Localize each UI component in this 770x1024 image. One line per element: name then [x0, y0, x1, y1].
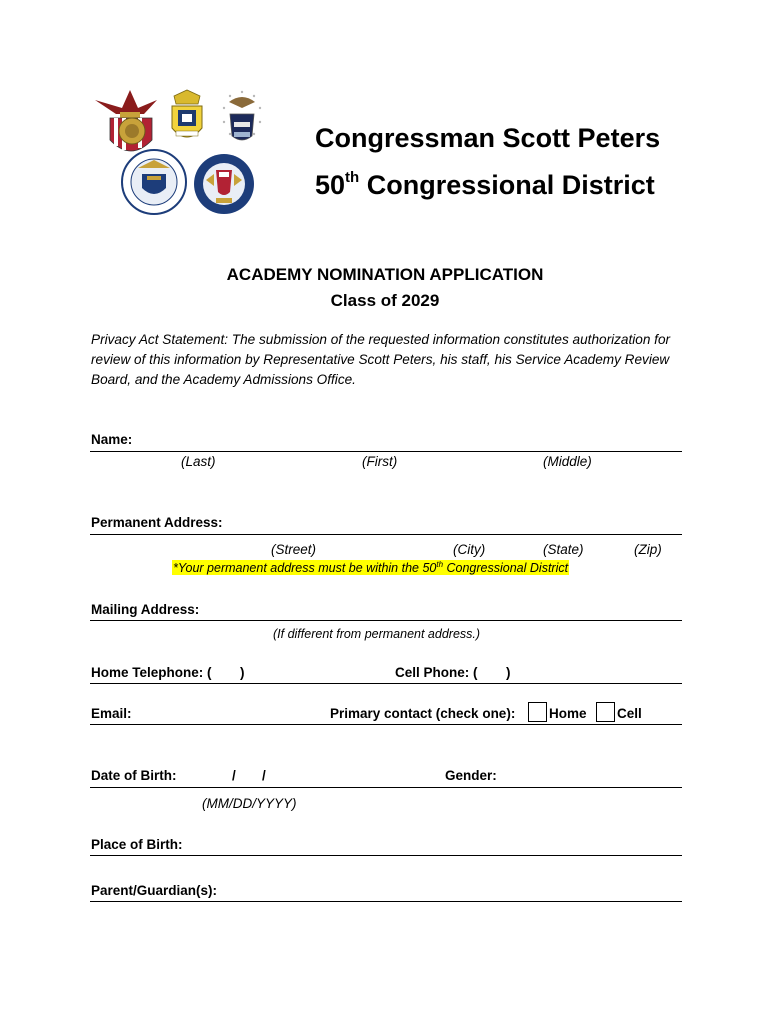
- place-of-birth-field[interactable]: [90, 855, 682, 856]
- name-field[interactable]: [90, 451, 682, 452]
- name-middle-hint: (Middle): [543, 454, 592, 469]
- parent-guardian-label: Parent/Guardian(s):: [91, 883, 218, 898]
- name-label: Name:: [91, 432, 133, 447]
- state-hint: (State): [543, 542, 584, 557]
- mailing-address-hint: (If different from permanent address.): [273, 627, 481, 641]
- district-number-suffix: th: [345, 169, 360, 186]
- email-field[interactable]: [90, 724, 682, 725]
- primary-contact-cell-label: Cell: [617, 706, 642, 721]
- city-hint: (City): [453, 542, 486, 557]
- home-telephone-close: ): [240, 665, 245, 680]
- class-year: Class of 2029: [330, 291, 440, 310]
- home-telephone-label: Home Telephone: (: [91, 665, 212, 680]
- header-line-2: [315, 158, 660, 205]
- primary-contact-label: Primary contact (check one):: [330, 706, 516, 721]
- street-hint: (Street): [271, 542, 317, 557]
- zip-hint: (Zip): [634, 542, 662, 557]
- district-residency-note: [172, 560, 569, 575]
- dob-separator-2: /: [262, 768, 266, 783]
- primary-contact-cell-checkbox[interactable]: [596, 702, 615, 722]
- name-last-hint: (Last): [181, 454, 216, 469]
- note-prefix: *Your permanent address must be within the 50: [173, 561, 437, 576]
- email-label: Email:: [91, 706, 132, 721]
- application-title: ACADEMY NOMINATION APPLICATION: [226, 265, 544, 284]
- parent-guardian-field[interactable]: [90, 901, 682, 902]
- cell-phone-label: Cell Phone: (: [395, 665, 478, 680]
- name-first-hint: (First): [362, 454, 398, 469]
- telephone-field[interactable]: [90, 683, 682, 684]
- date-of-birth-label: Date of Birth:: [91, 768, 177, 783]
- academy-logos: [92, 88, 292, 218]
- header-line-2-text: Congressional District: [359, 170, 655, 200]
- dob-separator-1: /: [232, 768, 236, 783]
- header-line-1: Congressman Scott Peters: [315, 123, 661, 153]
- coast-guard-academy-seal-icon: [122, 150, 186, 214]
- permanent-address-label: Permanent Address:: [91, 515, 223, 530]
- primary-contact-home-checkbox[interactable]: [528, 702, 547, 722]
- privacy-act-statement: Privacy Act Statement: The submission of the requested information constitutes authorization for review of this information by Representative Scott Peters, his staff, his Service Academy Review Board, and the Academy Admissions Office.: [91, 332, 671, 387]
- permanent-address-field[interactable]: [90, 534, 682, 535]
- cell-phone-close: ): [506, 665, 511, 680]
- district-number: 50: [315, 170, 346, 200]
- merchant-marine-academy-seal-icon: [194, 154, 254, 214]
- mailing-address-field[interactable]: [90, 620, 682, 621]
- west-point-seal-icon: [95, 90, 157, 151]
- air-force-academy-seal-icon: [223, 91, 261, 140]
- congressman-header: [315, 118, 660, 205]
- gender-label: Gender:: [445, 768, 497, 783]
- naval-academy-seal-icon: [172, 90, 202, 137]
- application-title-block: [0, 262, 770, 314]
- mailing-address-label: Mailing Address:: [91, 602, 200, 617]
- note-suffix: Congressional District: [443, 561, 569, 576]
- primary-contact-home-label: Home: [549, 706, 587, 721]
- dob-format-hint: (MM/DD/YYYY): [202, 796, 297, 811]
- note-sup: th: [436, 560, 444, 569]
- date-of-birth-field[interactable]: [90, 787, 682, 788]
- place-of-birth-label: Place of Birth:: [91, 837, 183, 852]
